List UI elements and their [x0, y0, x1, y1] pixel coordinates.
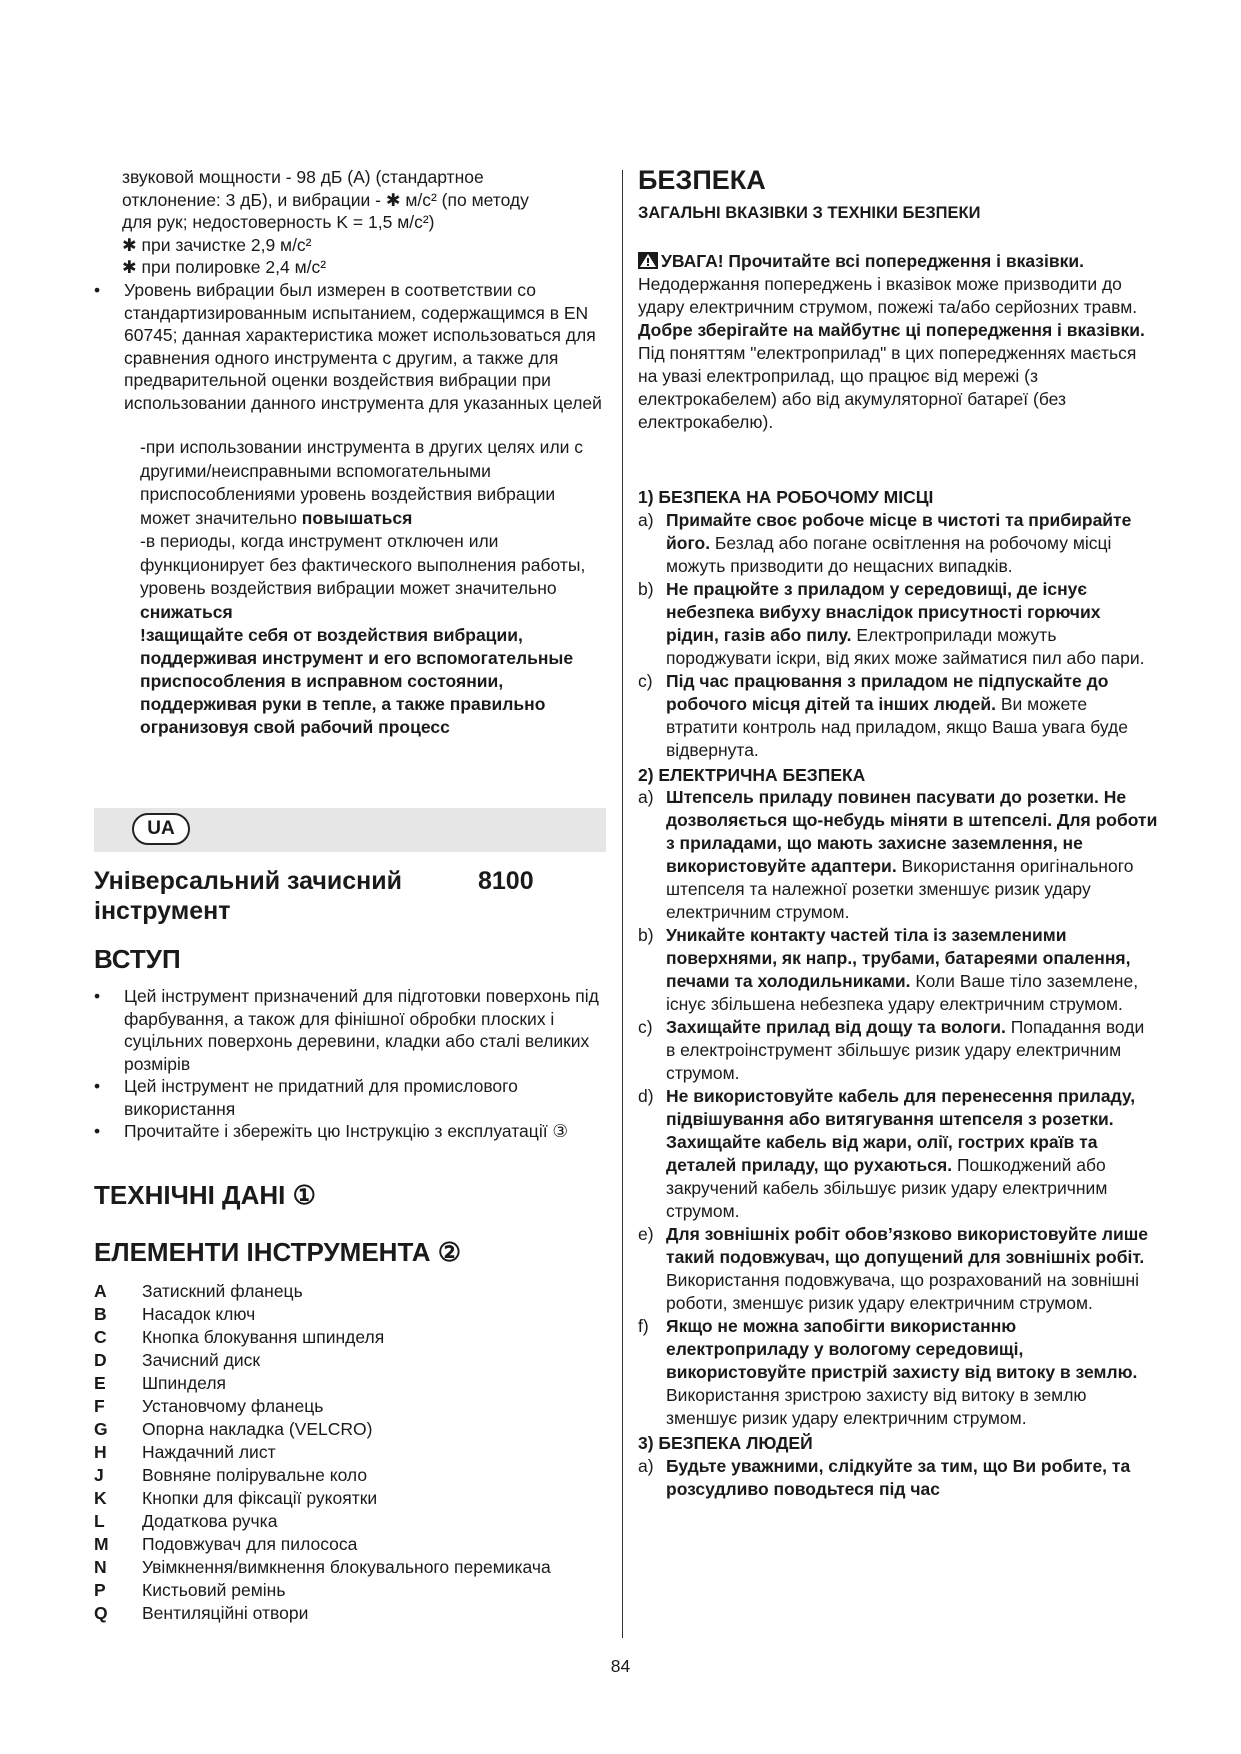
list-item: M Подовжувач для пилососа	[94, 1534, 358, 1554]
list-item: A Затискний фланець	[94, 1281, 303, 1301]
list-item: H Наждачний лист	[94, 1442, 276, 1462]
section-title: 2) ЕЛЕКТРИЧНА БЕЗПЕКА	[638, 764, 866, 785]
sub-text: -при использовании инструмента в других целях или с другими/неисправными вспомогательными приспособлениями уровень воздействия вибрации может значительно	[140, 437, 584, 528]
list-item: N Увімкнення/вимкнення блокувального перемикача	[94, 1557, 551, 1577]
noise-vibration-para	[94, 166, 606, 279]
list-item: J Вовняне полірувальне коло	[94, 1465, 368, 1485]
safety-sections	[638, 486, 1158, 1501]
warning-text: Під поняттям "електроприлад" в цих попередженнях мається на увазі електроприлад, що працює від мережі (з електрокабелем) або від акумуляторної батареї (без електрокабелю).	[638, 343, 1137, 432]
list-item: P Кистьовий ремінь	[94, 1580, 286, 1600]
section-title: 3) БЕЗПЕКА ЛЮДЕЙ	[638, 1433, 813, 1453]
list-item: G Опорна накладка (VELCRO)	[94, 1419, 373, 1439]
text-line: звуковой мощности - 98 дБ (A) (стандартное	[122, 167, 484, 187]
text-line: для рук; недостоверность K = 1,5 м/c²)	[122, 212, 435, 232]
warning-bold: УВАГА! Прочитайте всі попередження і вказівки.	[661, 251, 1084, 271]
list-item: E Шпинделя	[94, 1373, 227, 1393]
intro-heading: ВСТУП	[94, 944, 181, 974]
text-line: ✱ при зачистке 2,9 м/с²	[122, 234, 312, 255]
list-item: e) Для зовнішніх робіт обов’язково використовуйте лише такий подовжувач, що допущений для зовнішніх робіт. Використання подовжувача, що розрахований на зовнішні роботи, зменшує ризик удару електричним струмом.	[638, 1224, 1149, 1313]
vibration-sub-increase	[94, 436, 606, 530]
intro-bullet: • Цей інструмент призначений для підготовки поверхонь під фарбування, а також для фінішної обробки плоских і суцільних поверхонь деревини, кладки або сталі великих розмірів	[94, 985, 606, 1075]
elements-list	[94, 1280, 606, 1625]
list-item: a) Будьте уважними, слідкуйте за тим, що Ви робите, та розсудливо поводьтеся під час	[638, 1455, 1131, 1499]
list-item: d) Не використовуйте кабель для перенесення приладу, підвішування або витягування штепселя з розетки. Захищайте кабель від жари, олії, гострих країв та деталей приладу, що рухаються. Пошкоджений або закручений кабель збільшує ризик удару електричним струмом.	[638, 1086, 1136, 1221]
product-title-line2: інструмент	[94, 897, 231, 925]
sub-text: -в периоды, когда инструмент отключен или функционирует без фактического выполнения работы, уровень воздействия вибрации может значительно	[140, 531, 586, 598]
language-band	[94, 808, 606, 852]
section-title: 1) БЕЗПЕКА НА РОБОЧОМУ МІСЦІ	[638, 487, 934, 507]
vibration-bullet: • Уровень вибрации был измерен в соответствии со стандартизированным испытанием, содержащимся в EN 60745; данная характеристика может использоваться для сравнения одного инструмента с другим, а также для предварительной оценки воздействия вибрации при использовании данного инструмента для указанных целей	[94, 279, 606, 414]
product-model: 8100	[478, 867, 534, 895]
sub-bold: повышаться	[301, 507, 413, 528]
text-line: ✱ при полировке 2,4 м/с²	[122, 257, 327, 277]
list-item: a) Штепсель приладу повинен пасувати до розетки. Не дозволяється що-небудь міняти в штепселі. Для роботи з приладами, що мають захисне заземлення, не використовуйте адаптери. Використання оригінального штепселя та належної розетки зменшує ризик удару електричним струмом.	[638, 787, 1158, 922]
intro-list	[94, 985, 606, 1143]
list-item: c) Захищайте прилад від дощу та вологи. Попадання води в електроінструмент збільшує ризик удару електричним струмом.	[638, 1017, 1145, 1083]
list-item: B Насадок ключ	[94, 1304, 256, 1324]
general-warning	[638, 250, 1158, 434]
vibration-sub-decrease	[94, 530, 606, 624]
left-column	[94, 0, 606, 737]
product-title-line1: Універсальний зачисний	[94, 867, 403, 895]
list-item: K Кнопки для фіксації рукоятки	[94, 1488, 378, 1508]
warning-bold: Добре зберігайте на майбутнє ці попередження і вказівки.	[638, 320, 1145, 340]
list-item: b) Уникайте контакту частей тіла із заземленими поверхнями, як напр., трубами, батареями опалення, печами та холодильниками. Коли Ваше тіло заземлене, існує збільшена небезпека удару електричним струмом.	[638, 925, 1139, 1014]
warning-text: Недодержання попереджень і вказівок може призводити до удару електричним струмом, пожежі та/або серйозних травм.	[638, 274, 1138, 317]
page-number: 84	[610, 1656, 631, 1676]
safety-subheading: ЗАГАЛЬНІ ВКАЗІВКИ З ТЕХНІКИ БЕЗПЕКИ	[638, 204, 981, 222]
list-item: Q Вентиляційні отвори	[94, 1603, 309, 1623]
tech-data-heading: ТЕХНІЧНІ ДАНІ ①	[94, 1180, 316, 1210]
intro-bullet: • Прочитайте і збережіть цю Інструкцію з експлуатації ③	[94, 1120, 606, 1143]
list-item: c) Під час працювання з приладом не підпускайте до робочого місця дітей та інших людей. Ви можете втратити контроль над приладом, якщо Ваша увага буде відвернута.	[638, 670, 1128, 760]
warning-icon	[638, 252, 658, 269]
list-item: L Додаткова ручка	[94, 1511, 278, 1531]
column-divider	[622, 170, 623, 1638]
elements-heading: ЕЛЕМЕНТИ ІНСТРУМЕНТА ②	[94, 1237, 462, 1267]
lang-badge: UA	[132, 813, 190, 845]
text-line: отклонение: 3 дБ), и вибрации - ✱ м/c² (по методу	[122, 189, 529, 210]
list-item: F Установчому фланець	[94, 1396, 324, 1416]
product-title	[94, 866, 606, 926]
intro-bullet: • Цей інструмент не придатний для промислового використання	[94, 1075, 606, 1120]
list-item: f) Якщо не можна запобігти використанню електроприладу у вологому середовищі, використовуйте пристрій захисту від витоку в землю. Використання зристрою захисту від витоку в землю зменшує ризик удару електричним струмом.	[638, 1316, 1138, 1428]
list-item: a) Примайте своє робоче місце в чистоті та прибирайте його. Безлад або погане освітлення на робочому місці можуть призводити до нещасних випадків.	[638, 509, 1132, 576]
list-item: b) Не працюйте з приладом у середовищі, де існує небезпека вибуху внаслідок присутності горючих рідин, газів або пилу. Електроприлади можуть породжувати іскри, від яких може займатися пил або пари.	[638, 578, 1145, 668]
sub-bold: снижаться	[140, 601, 233, 622]
protect-note: !защищайте себя от воздействия вибрации, поддерживая инструмент и его вспомогательные приспособления в исправном состоянии, поддерживая руки в тепле, а также правильно огранизовуя свой рабочий процесс	[140, 625, 574, 737]
list-item: D Зачисний диск	[94, 1350, 261, 1370]
safety-heading: БЕЗПЕКА	[638, 165, 766, 195]
list-item: C Кнопка блокування шпинделя	[94, 1327, 385, 1347]
